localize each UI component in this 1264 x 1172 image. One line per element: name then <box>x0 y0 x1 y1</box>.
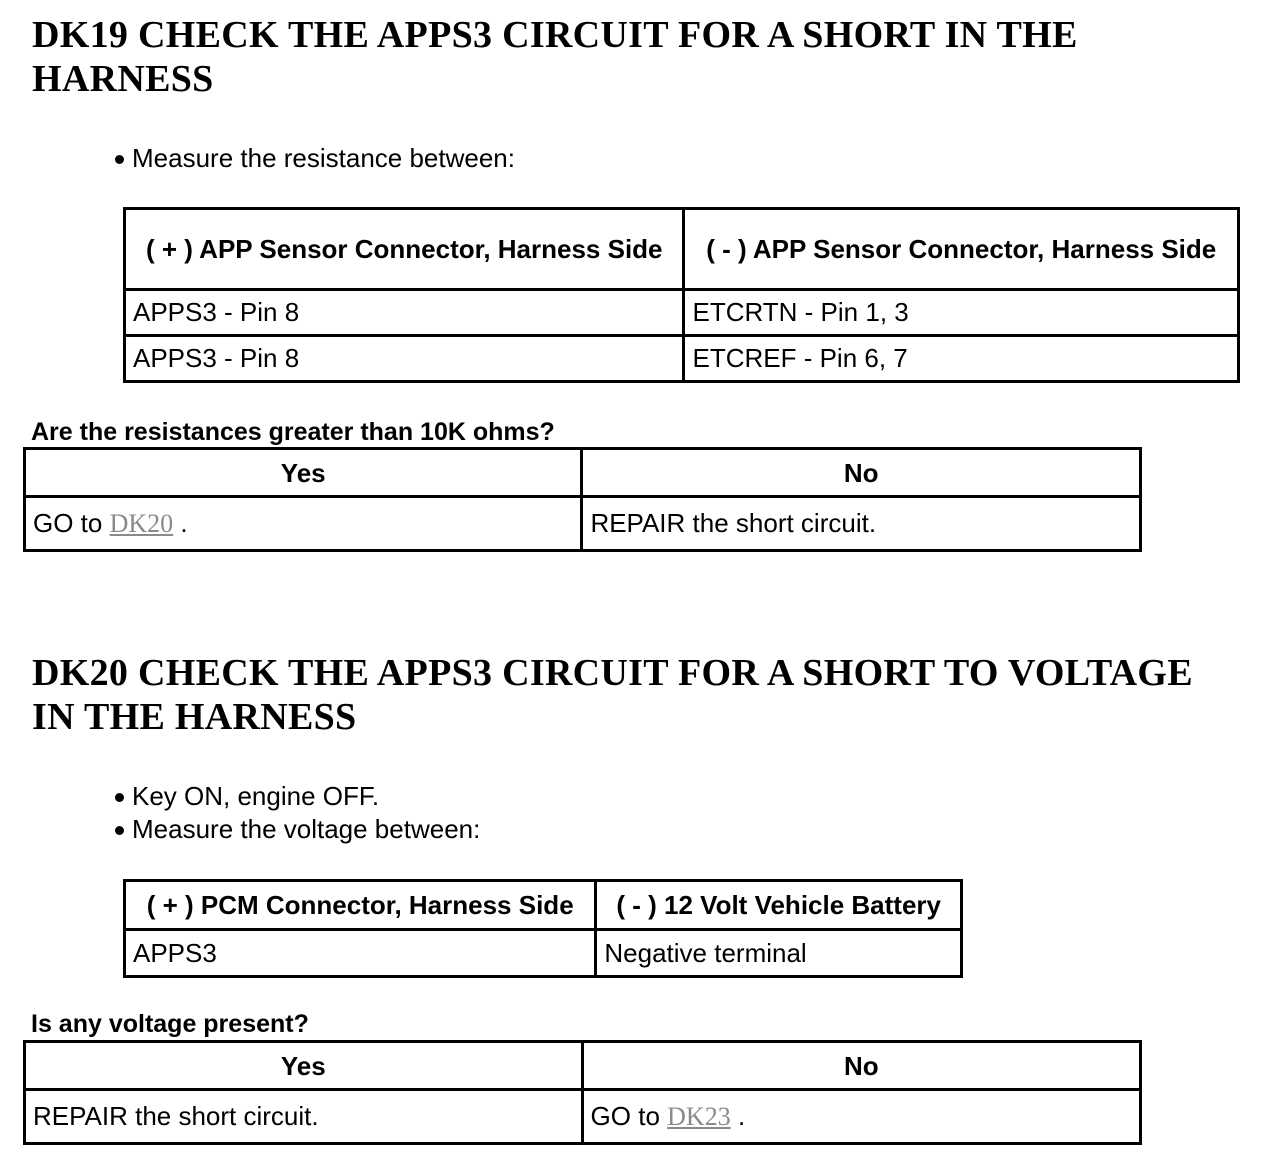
table-cell: APPS3 - Pin 8 <box>125 336 684 382</box>
dk19-bullet-list <box>115 142 515 175</box>
answer-row <box>25 1090 1141 1144</box>
no-header: No <box>582 449 1141 497</box>
no-cell-prefix: GO to <box>590 1101 660 1131</box>
no-cell-suffix: . <box>737 1101 746 1131</box>
answer-row <box>25 497 1141 551</box>
table-header-cell: ( + ) APP Sensor Connector, Harness Side <box>125 209 684 290</box>
table-header-cell: ( + ) PCM Connector, Harness Side <box>125 881 596 930</box>
bullet-icon <box>115 155 124 164</box>
yes-header: Yes <box>25 1042 583 1090</box>
dk20-title <box>32 651 1257 739</box>
bullet-item <box>115 813 480 846</box>
bullet-text: Measure the resistance between: <box>132 143 515 173</box>
no-cell: REPAIR the short circuit. <box>582 497 1141 551</box>
table-cell: Negative terminal <box>596 930 962 977</box>
bullet-icon <box>115 793 124 802</box>
dk20-title-line2: IN THE HARNESS <box>32 696 357 738</box>
no-header: No <box>582 1042 1140 1090</box>
dk23-link[interactable]: DK23 <box>667 1102 731 1131</box>
table-header-row <box>125 209 1239 290</box>
dk19-title-line1: DK19 CHECK THE APPS3 CIRCUIT FOR A SHORT IN THE <box>32 14 1078 56</box>
dk20-title-line1: DK20 CHECK THE APPS3 CIRCUIT FOR A SHORT TO VOLTAGE <box>32 652 1193 694</box>
yes-cell: REPAIR the short circuit. <box>25 1090 583 1144</box>
dk20-link[interactable]: DK20 <box>109 509 174 538</box>
dk19-question: Are the resistances greater than 10K ohms? <box>31 418 555 446</box>
dk19-title <box>32 13 1252 101</box>
table-row <box>125 290 1239 336</box>
table-header-row <box>125 881 962 930</box>
dk20-measure-table <box>123 879 963 978</box>
table-header-cell: ( - ) APP Sensor Connector, Harness Side <box>684 209 1239 290</box>
bullet-item <box>115 780 480 813</box>
dk20-question: Is any voltage present? <box>31 1010 309 1038</box>
table-cell: APPS3 - Pin 8 <box>125 290 684 336</box>
answer-header-row <box>25 1042 1141 1090</box>
bullet-text: Measure the voltage between: <box>132 814 481 844</box>
table-cell: ETCRTN - Pin 1, 3 <box>684 290 1239 336</box>
table-cell: ETCREF - Pin 6, 7 <box>684 336 1239 382</box>
yes-cell-suffix: . <box>180 508 188 538</box>
answer-header-row <box>25 449 1141 497</box>
dk20-bullet-list <box>115 780 480 846</box>
dk20-answer-table <box>23 1040 1142 1145</box>
table-header-cell: ( - ) 12 Volt Vehicle Battery <box>596 881 962 930</box>
bullet-icon <box>115 826 124 835</box>
table-cell: APPS3 <box>125 930 596 977</box>
table-row <box>125 336 1239 382</box>
no-cell <box>582 1090 1140 1144</box>
dk19-answer-table <box>23 447 1142 552</box>
table-row <box>125 930 962 977</box>
dk19-title-line2: HARNESS <box>32 58 214 100</box>
yes-cell <box>25 497 582 551</box>
bullet-text: Key ON, engine OFF. <box>132 781 380 811</box>
bullet-item <box>115 142 515 175</box>
dk19-measure-table <box>123 207 1240 383</box>
yes-header: Yes <box>25 449 582 497</box>
yes-cell-prefix: GO to <box>33 508 103 538</box>
